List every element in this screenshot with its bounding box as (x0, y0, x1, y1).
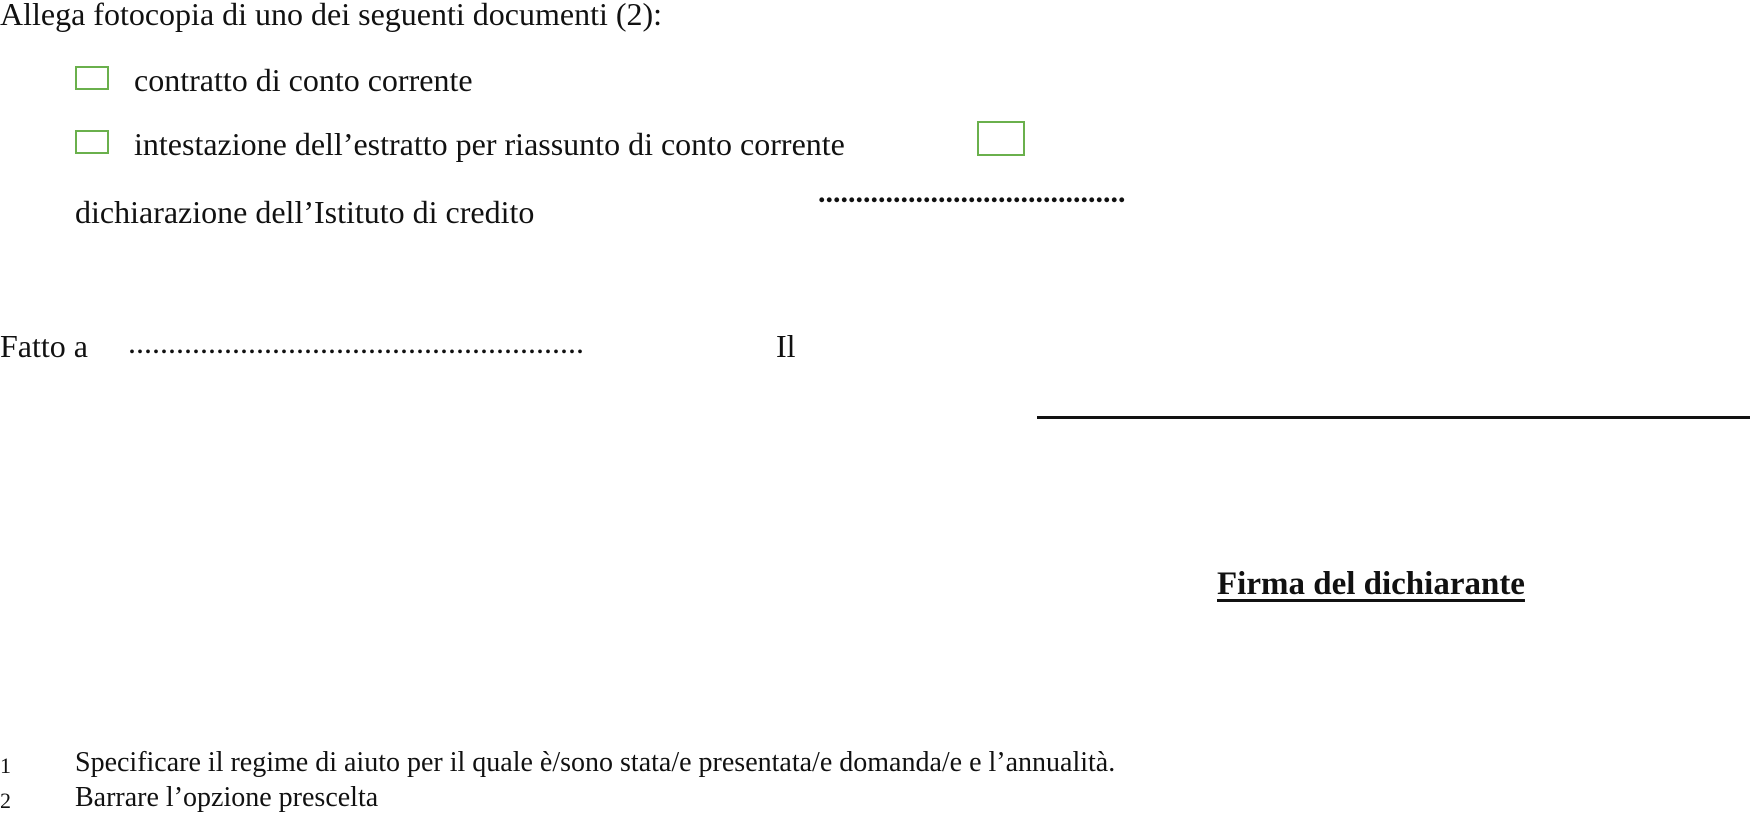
intro-text: Allega fotocopia di uno dei seguenti documenti (2): (0, 0, 663, 32)
date-label: Il (776, 328, 796, 364)
place-dots: ......................................................... (128, 324, 584, 360)
footnote-number-2: 2 (0, 788, 11, 813)
signature-label: Firma del dichiarante (1217, 566, 1525, 602)
footnote-number-1: 1 (0, 753, 11, 778)
signature-line (1037, 416, 1750, 419)
option-checkbox-1[interactable] (75, 66, 109, 90)
option-checkbox-3[interactable] (977, 121, 1025, 156)
option-label-1: contratto di conto corrente (134, 62, 473, 98)
footnote-text-1: Specificare il regime di aiuto per il quale è/sono stata/e presentata/e domanda/e e l’annualità. (75, 747, 1116, 778)
footnote-text-2: Barrare l’opzione prescelta (75, 782, 379, 813)
option-label-2: intestazione dell’estratto per riassunto di conto corrente (134, 126, 845, 162)
credit-institute-dots: ......................................... (818, 176, 1126, 209)
option-checkbox-2[interactable] (75, 130, 109, 154)
place-prefix: Fatto a (0, 328, 88, 364)
option-label-3: dichiarazione dell’Istituto di credito (75, 194, 535, 230)
